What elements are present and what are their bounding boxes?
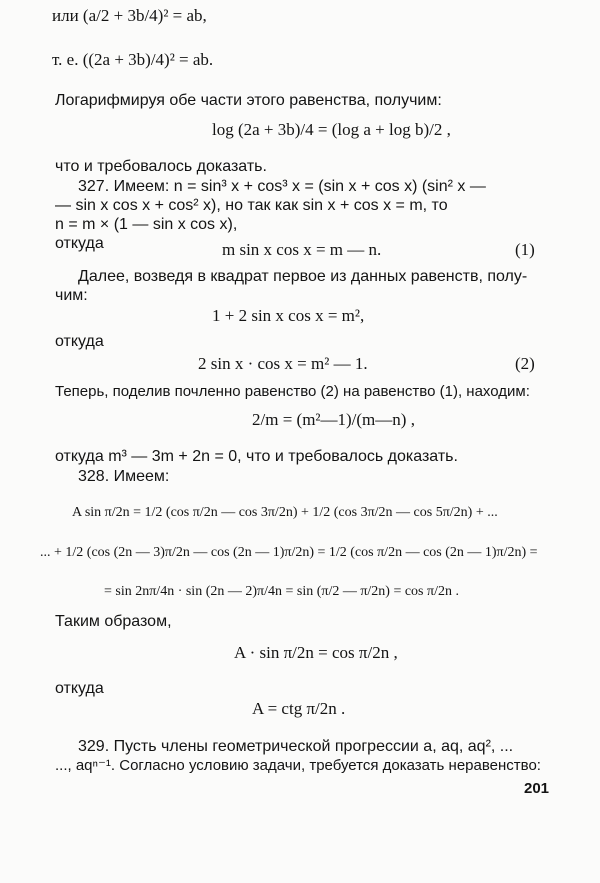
problem-329-line: 329. Пусть члены геометрической прогрессии a, aq, aq², ...: [78, 738, 514, 755]
text-line: чим:: [55, 287, 88, 304]
text-line: откуда: [55, 680, 104, 697]
formula-2: 2 sin x · cos x = m² — 1.: [198, 354, 368, 373]
text-line: Таким образом,: [55, 613, 172, 630]
text-line: что и требовалось доказать.: [55, 158, 267, 175]
problem-327-line: 327. Имеем: n = sin³ x + cos³ x = (sin x + cos x) (sin² x —: [78, 178, 486, 195]
text-line: — sin x cos x + cos² x), но так как sin x + cos x = m, то: [55, 197, 448, 214]
text-line: ..., aqⁿ⁻¹. Согласно условию задачи, требуется доказать неравенство:: [55, 757, 541, 774]
formula: A = ctg π/2n .: [252, 699, 346, 718]
formula: log (2a + 3b)/4 = (log a + log b)/2 ,: [212, 120, 451, 139]
formula: = sin 2nπ/4n · sin (2n — 2)π/4n = sin (π/2 — π/2n) = cos π/2n .: [104, 584, 459, 599]
formula: 2/m = (m²—1)/(m—n) ,: [252, 410, 415, 429]
text-line: откуда: [55, 235, 104, 252]
text-line: Логарифмируя обе части этого равенства, получим:: [55, 92, 442, 109]
text-line: т. е. ((2a + 3b)/4)² = ab.: [52, 50, 214, 69]
text-line: откуда m³ — 3m + 2n = 0, что и требовалось доказать.: [55, 448, 458, 465]
text-line: Далее, возведя в квадрат первое из данных равенств, полу-: [78, 268, 528, 285]
formula: ... + 1/2 (cos (2n — 3)π/2n — cos (2n — 1)π/2n) = 1/2 (cos π/2n — cos (2n — 1)π/2n) =: [40, 545, 538, 560]
page-number: 201: [524, 780, 550, 797]
text-line: откуда: [55, 333, 104, 350]
text-line: или (a/2 + 3b/4)² = ab,: [52, 6, 207, 25]
equation-label-1: (1): [515, 240, 535, 259]
problem-328-line: 328. Имеем:: [78, 468, 170, 485]
equation-label-2: (2): [515, 354, 535, 373]
text-line: n = m × (1 — sin x cos x),: [55, 216, 238, 233]
formula: A sin π/2n = 1/2 (cos π/2n — cos 3π/2n) + 1/2 (cos 3π/2n — cos 5π/2n) + ...: [72, 505, 498, 520]
formula: 1 + 2 sin x cos x = m²,: [212, 306, 365, 325]
formula: A · sin π/2n = cos π/2n ,: [234, 643, 398, 662]
text-line: Теперь, поделив почленно равенство (2) на равенство (1), находим:: [55, 383, 530, 400]
formula-1: m sin x cos x = m — n.: [222, 240, 382, 259]
